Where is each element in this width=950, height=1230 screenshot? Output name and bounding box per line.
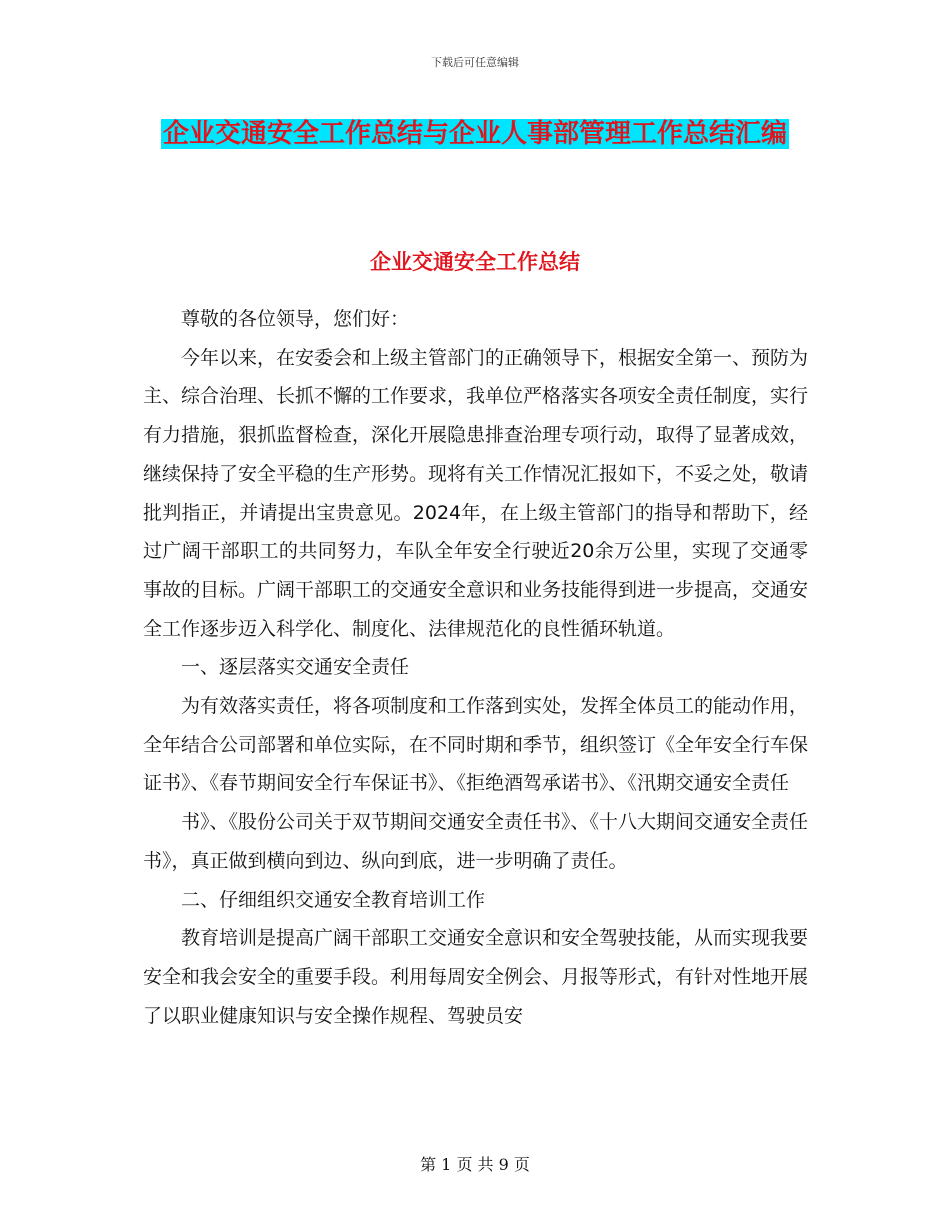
page-footer-number: 第 1 页 共 9 页	[420, 1155, 530, 1174]
paragraph-intro: 今年以来，在安委会和上级主管部门的正确领导下，根据安全第一、预防为主、综合治理、长抓不懈的工作要求，我单位严格落实各项安全责任制度，实行有力措施，狠抓监督检查，深化开展隐患排查治理专项行动，取得了显著成效，继续保持了安全平稳的生产形势。现将有关工作情况汇报如下，不妥之处，敬请批判指正，并请提出宝贵意见。2024年，在上级主管部门的指导和帮助下，经过广阔干部职工的共同努力，车队全年安全行驶近20余万公里，实现了交通零事故的目标。广阔干部职工的交通安全意识和业务技能得到进一步提高，交通安全工作逐步迈入科学化、制度化、法律规范化的良性循环轨道。	[143, 346, 809, 640]
heading-section-1: 一、逐层落实交通安全责任	[181, 656, 410, 679]
heading-section-2: 二、仔细组织交通安全教育培训工作	[181, 888, 486, 911]
paragraph-greeting: 尊敬的各位领导，您们好：	[181, 308, 410, 330]
paragraph-section-1: 为有效落实责任，将各项制度和工作落到实处，发挥全体员工的能动作用，全年结合公司部署和单位实际，在不同时期和季节，组织签订《全年安全行车保证书》、《春节期间安全行车保证书》、《拒绝酒驾承诺书》、《汛期交通安全责任	[143, 695, 809, 795]
page-header-note: 下载后可任意编辑	[431, 56, 519, 69]
paragraph-section-2: 教育培训是提高广阔干部职工交通安全意识和安全驾驶技能，从而实现我要安全和我会安全的重要手段。利用每周安全例会、月报等形式，有针对性地开展了以职业健康知识与安全操作规程、驾驶员安	[143, 927, 809, 1027]
main-title-text: 企业交通安全工作总结与企业人事部管理工作总结汇编	[162, 119, 787, 149]
paragraph-section-1-cont: 书》、《股份公司关于双节期间交通安全责任书》、《十八大期间交通安全责任书》，真正做到横向到边、纵向到底，进一步明确了责任。	[143, 811, 809, 872]
document-body	[143, 264, 808, 1035]
document-main-title	[100, 110, 850, 158]
section-title: 企业交通安全工作总结	[370, 249, 580, 274]
